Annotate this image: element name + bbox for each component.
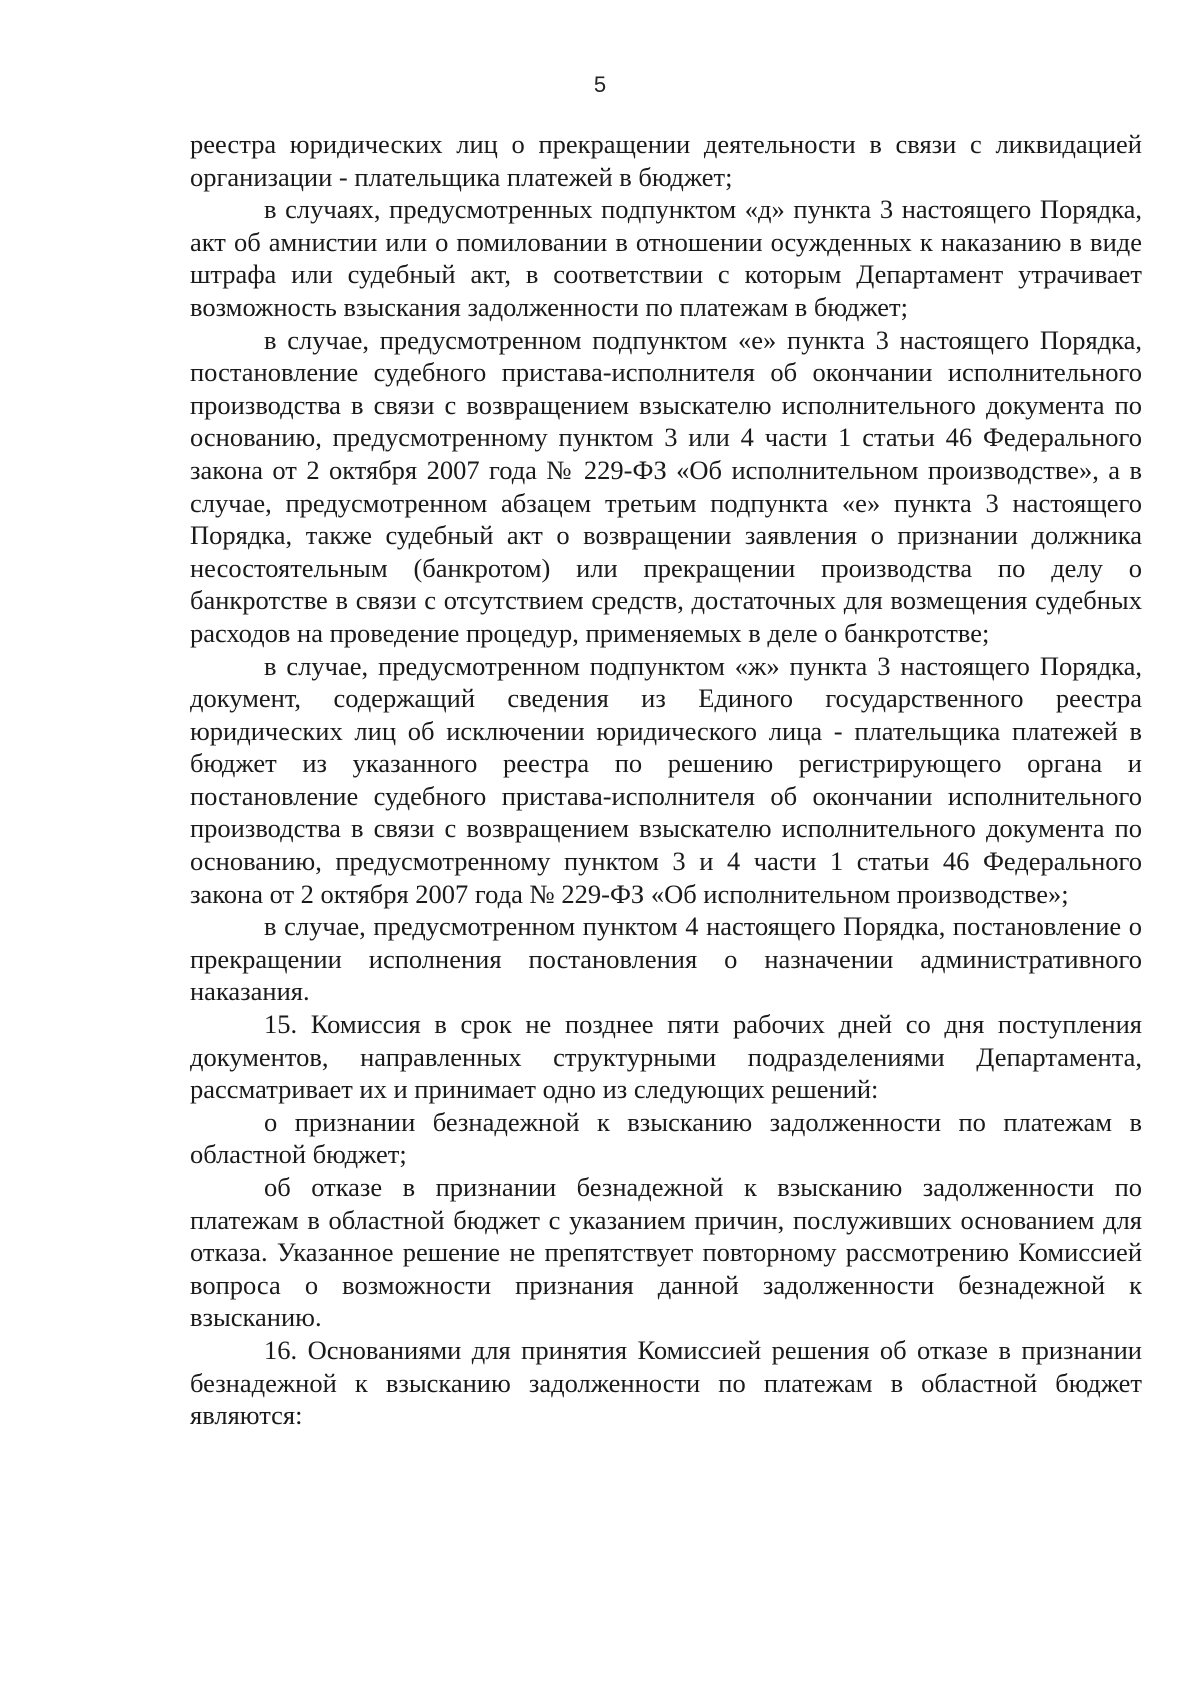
paragraph-case-point-4: в случае, предусмотренном пунктом 4 настоящего Порядка, постановление о прекращении исполнения постановления о назначении административного наказания. [190, 911, 1142, 1007]
paragraph-case-zh: в случае, предусмотренном подпунктом «ж» пункта 3 настоящего Порядка, документ, содержащий сведения из Единого государственного реестра юридических лиц об исключении юридического лица - плательщика платежей в бюджет из указанного реестра по решению регистрирующего органа и постановление судебного пристава-исполнителя об окончании исполнительного производства в связи с возвращением взыскателю исполнительного документа по основанию, предусмотренному пунктом 3 и 4 части 1 статьи 46 Федерального закона от 2 октября 2007 года № 229-ФЗ «Об исполнительном производстве»; [190, 650, 1142, 909]
paragraph-decision-refuse: об отказе в признании безнадежной к взысканию задолженности по платежам в областной бюджет с указанием причин, послуживших основанием для отказа. Указанное решение не препятствует повторному рассмотрению Комиссией вопроса о возможности признания данной задолженности безнадежной к взысканию. [190, 1172, 1142, 1333]
paragraph-case-d: в случаях, предусмотренных подпунктом «д» пункта 3 настоящего Порядка, акт об амнистии или о помиловании в отношении осужденных к наказанию в виде штрафа или судебный акт, в соответствии с которым Департамент утрачивает возможность взыскания задолженности по платежам в бюджет; [190, 194, 1142, 322]
page-number: 5 [593, 72, 607, 97]
paragraph-item-16: 16. Основаниями для принятия Комиссией решения об отказе в признании безнадежной к взысканию задолженности по платежам в областной бюджет являются: [190, 1334, 1142, 1431]
paragraph-decision-recognize: о признании безнадежной к взысканию задолженности по платежам в областной бюджет; [190, 1106, 1142, 1170]
document-body [190, 128, 1142, 1432]
paragraph-item-15: 15. Комиссия в срок не позднее пяти рабочих дней со дня поступления документов, направленных структурными подразделениями Департамента, рассматривает их и принимает одно из следующих решений: [190, 1009, 1142, 1105]
paragraph-case-e: в случае, предусмотренном подпунктом «е» пункта 3 настоящего Порядка, постановление судебного пристава-исполнителя об окончании исполнительного производства в связи с возвращением взыскателю исполнительного документа по основанию, предусмотренному пунктом 3 или 4 части 1 статьи 46 Федерального закона от 2 октября 2007 года № 229-ФЗ «Об исполнительном производстве», а в случае, предусмотренном абзацем третьим подпункта «е» пункта 3 настоящего Порядка, также судебный акт о возвращении заявления о признании должника несостоятельным (банкротом) или прекращении производства по делу о банкротстве в связи с отсутствием средств, достаточных для возмещения судебных расходов на проведение процедур, применяемых в деле о банкротстве; [190, 324, 1142, 648]
paragraph-continuation: реестра юридических лиц о прекращении деятельности в связи с ликвидацией организации - плательщика платежей в бюджет; [190, 129, 1142, 192]
